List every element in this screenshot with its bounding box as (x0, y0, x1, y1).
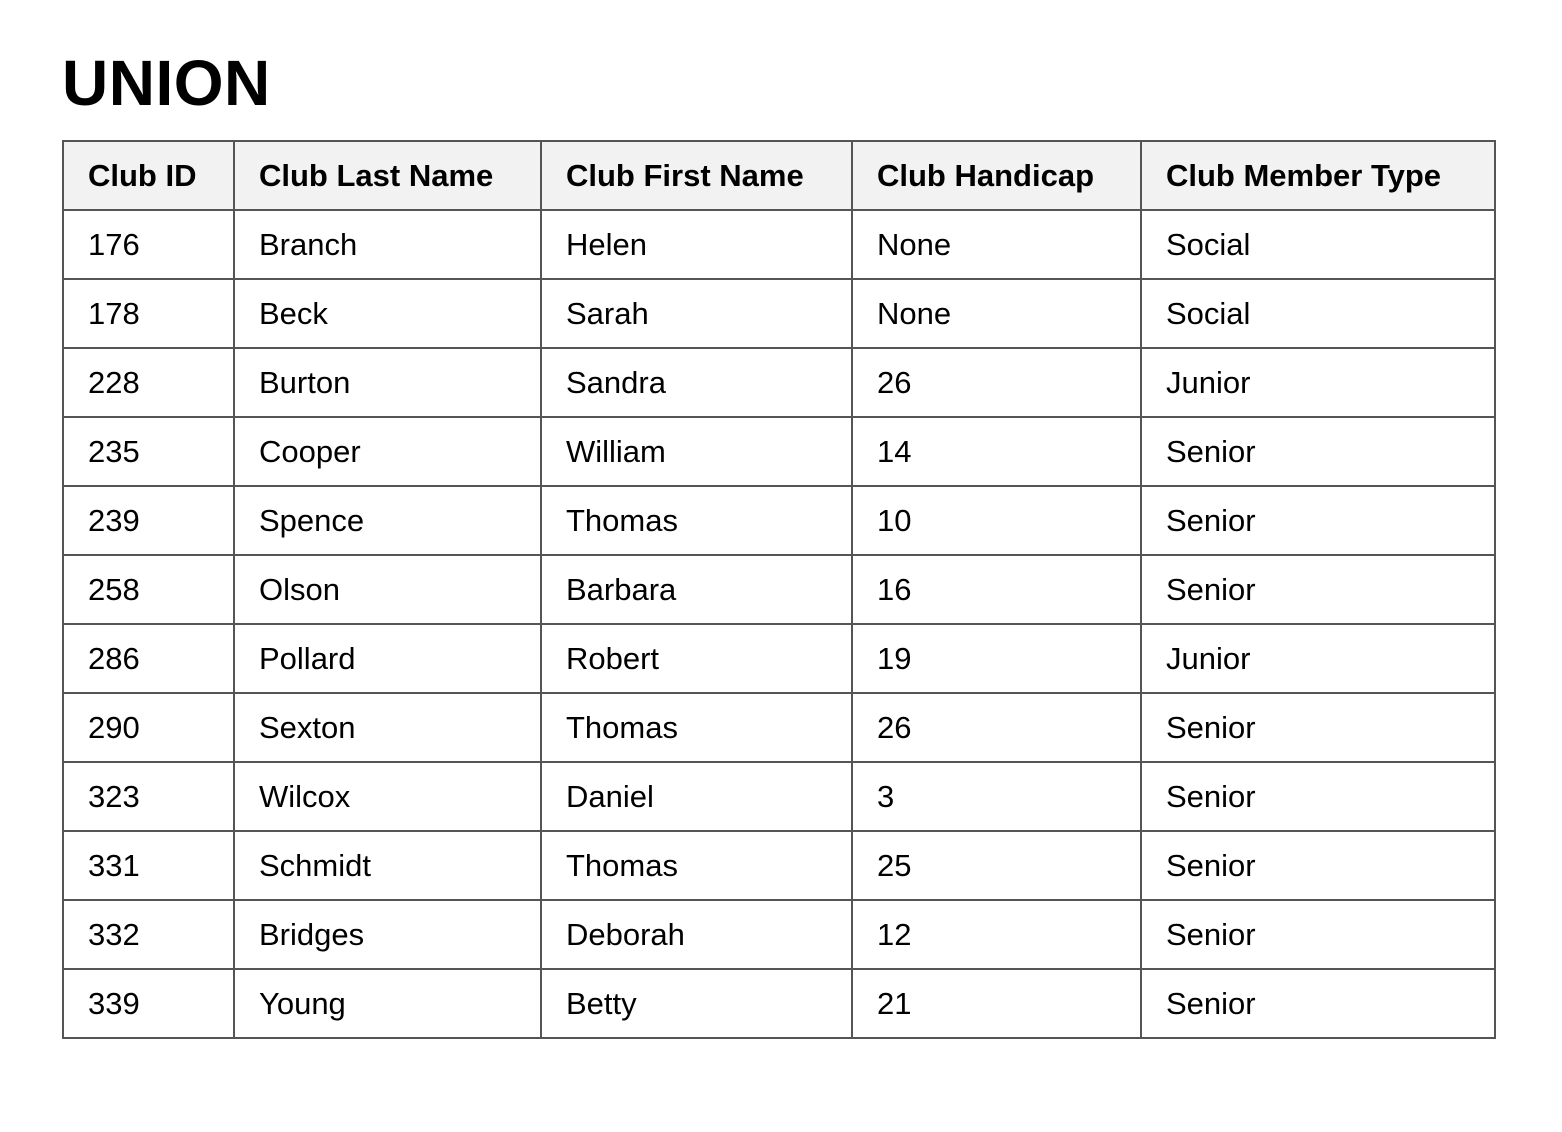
table-row (63, 762, 1495, 831)
table-row (63, 693, 1495, 762)
cell-club-last-name: Wilcox (234, 762, 541, 831)
cell-club-first-name: Daniel (541, 762, 852, 831)
header-club-member-type: Club Member Type (1141, 141, 1495, 210)
cell-club-handicap: 10 (852, 486, 1141, 555)
table-row (63, 969, 1495, 1038)
cell-club-id: 258 (63, 555, 234, 624)
table-row (63, 624, 1495, 693)
cell-club-last-name: Branch (234, 210, 541, 279)
members-table (62, 140, 1496, 1039)
cell-club-last-name: Sexton (234, 693, 541, 762)
cell-club-member-type: Senior (1141, 486, 1495, 555)
cell-club-handicap: 12 (852, 900, 1141, 969)
cell-club-handicap: 19 (852, 624, 1141, 693)
page-title: UNION (62, 47, 271, 119)
cell-club-first-name: Helen (541, 210, 852, 279)
cell-club-handicap: 3 (852, 762, 1141, 831)
cell-club-member-type: Social (1141, 210, 1495, 279)
cell-club-handicap: 25 (852, 831, 1141, 900)
table-row (63, 210, 1495, 279)
cell-club-id: 286 (63, 624, 234, 693)
header-club-first-name: Club First Name (541, 141, 852, 210)
cell-club-id: 239 (63, 486, 234, 555)
cell-club-id: 176 (63, 210, 234, 279)
cell-club-last-name: Burton (234, 348, 541, 417)
cell-club-member-type: Senior (1141, 555, 1495, 624)
cell-club-first-name: Thomas (541, 693, 852, 762)
table-header (63, 141, 1495, 210)
cell-club-last-name: Young (234, 969, 541, 1038)
cell-club-last-name: Cooper (234, 417, 541, 486)
cell-club-last-name: Schmidt (234, 831, 541, 900)
table-row (63, 900, 1495, 969)
table-row (63, 831, 1495, 900)
cell-club-member-type: Senior (1141, 969, 1495, 1038)
cell-club-handicap: 26 (852, 348, 1141, 417)
cell-club-member-type: Junior (1141, 624, 1495, 693)
cell-club-first-name: Betty (541, 969, 852, 1038)
cell-club-id: 323 (63, 762, 234, 831)
cell-club-handicap: None (852, 210, 1141, 279)
header-club-id: Club ID (63, 141, 234, 210)
cell-club-id: 228 (63, 348, 234, 417)
cell-club-first-name: Thomas (541, 486, 852, 555)
cell-club-first-name: Sarah (541, 279, 852, 348)
header-club-handicap: Club Handicap (852, 141, 1141, 210)
table-body (63, 210, 1495, 1038)
cell-club-first-name: Deborah (541, 900, 852, 969)
header-row (63, 141, 1495, 210)
cell-club-id: 290 (63, 693, 234, 762)
cell-club-last-name: Olson (234, 555, 541, 624)
table-row (63, 348, 1495, 417)
cell-club-last-name: Beck (234, 279, 541, 348)
cell-club-id: 339 (63, 969, 234, 1038)
cell-club-first-name: Thomas (541, 831, 852, 900)
cell-club-first-name: Robert (541, 624, 852, 693)
cell-club-handicap: None (852, 279, 1141, 348)
cell-club-id: 332 (63, 900, 234, 969)
cell-club-handicap: 26 (852, 693, 1141, 762)
cell-club-member-type: Senior (1141, 831, 1495, 900)
table-row (63, 555, 1495, 624)
table-row (63, 417, 1495, 486)
cell-club-member-type: Senior (1141, 900, 1495, 969)
cell-club-id: 178 (63, 279, 234, 348)
cell-club-member-type: Social (1141, 279, 1495, 348)
table-row (63, 486, 1495, 555)
cell-club-member-type: Senior (1141, 693, 1495, 762)
cell-club-last-name: Spence (234, 486, 541, 555)
cell-club-id: 235 (63, 417, 234, 486)
cell-club-first-name: Sandra (541, 348, 852, 417)
cell-club-last-name: Pollard (234, 624, 541, 693)
cell-club-handicap: 16 (852, 555, 1141, 624)
cell-club-handicap: 14 (852, 417, 1141, 486)
cell-club-last-name: Bridges (234, 900, 541, 969)
cell-club-member-type: Junior (1141, 348, 1495, 417)
cell-club-member-type: Senior (1141, 762, 1495, 831)
cell-club-id: 331 (63, 831, 234, 900)
cell-club-member-type: Senior (1141, 417, 1495, 486)
table-row (63, 279, 1495, 348)
cell-club-handicap: 21 (852, 969, 1141, 1038)
cell-club-first-name: Barbara (541, 555, 852, 624)
cell-club-first-name: William (541, 417, 852, 486)
header-club-last-name: Club Last Name (234, 141, 541, 210)
